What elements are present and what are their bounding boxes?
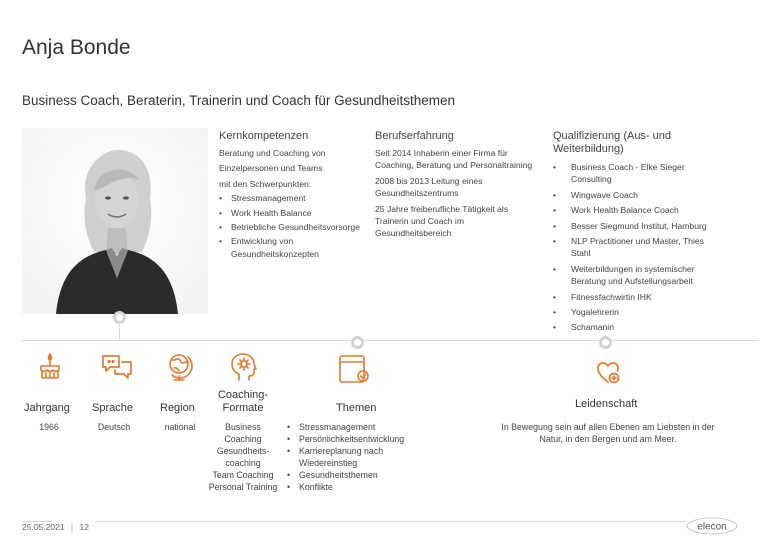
berufserfahrung-item: 25 Jahre freiberufliche Tätigkeit als Trainerin und Coach im Gesundheitsbereich: [375, 203, 509, 239]
leidenschaft-label: Leidenschaft: [575, 398, 638, 410]
list-item: • Wingwave Coach: [553, 189, 713, 201]
list-item: • Gesundheitsthemen: [287, 469, 427, 481]
formate-values: [208, 421, 278, 493]
page-title: Anja Bonde: [22, 36, 131, 59]
themen-label: Themen: [336, 402, 377, 414]
timeline-marker: [113, 311, 126, 324]
globe-icon: [166, 352, 194, 387]
qualifizierung-list: [553, 161, 713, 337]
timeline-marker: [351, 336, 364, 349]
timeline-connector: [119, 324, 120, 340]
themen-list: [287, 421, 427, 493]
footer-line: [95, 521, 685, 522]
list-item: • Work Health Balance: [219, 207, 369, 219]
kernkompetenzen-list: [219, 192, 369, 260]
region-label: Region: [160, 402, 195, 414]
svg-text:elecon: elecon: [697, 521, 727, 533]
document-check-icon: [336, 352, 378, 391]
footer-date-text: 25.05.2021: [22, 522, 65, 532]
formate-item: Business Coaching: [224, 422, 262, 444]
list-item: • Business Coach - Elke Sieger Consulting: [553, 161, 713, 186]
list-item: • Entwicklung von Gesundheitskonzepten: [219, 235, 347, 260]
kernkompetenzen-intro-line: Einzelpersonen und Teams: [219, 163, 323, 174]
region-value: national: [164, 422, 196, 432]
list-item: • Karriereplanung nach Wiedereinstieg: [287, 445, 427, 469]
portrait-photo: [22, 128, 208, 314]
company-logo: [686, 517, 738, 535]
sprache-label: Sprache: [92, 402, 133, 414]
kernkompetenzen-body: [219, 147, 369, 260]
list-item: • Betriebliche Gesundheitsvorsorge: [219, 221, 369, 233]
jahrgang-value: 1966: [39, 422, 59, 432]
kernkompetenzen-header: Kernkompetenzen: [219, 130, 309, 142]
berufserfahrung-body: [375, 147, 535, 240]
list-item: • Fitnessfachwirtin IHK: [553, 291, 713, 303]
footer-date: [22, 522, 89, 532]
footer-separator: |: [70, 522, 74, 532]
list-item: • Besser Siegmund Institut, Hamburg: [553, 220, 713, 232]
formate-item: Personal Training: [208, 482, 278, 492]
list-item: • Stressmanagement: [287, 421, 427, 433]
divider-line: [22, 340, 758, 341]
list-item: • Schamanin: [553, 321, 713, 333]
formate-item: Gesundheits-coaching: [216, 446, 270, 468]
head-gear-icon: [229, 352, 259, 387]
formate-item: Team Coaching: [212, 470, 274, 480]
list-item: • Stressmanagement: [219, 192, 369, 204]
heart-icon: [596, 361, 622, 390]
list-item: • Weiterbildungen in systemischer Beratung und Aufstellungsarbeit: [553, 263, 713, 288]
jahrgang-label: Jahrgang: [24, 402, 70, 414]
sprache-value: Deutsch: [97, 422, 131, 432]
list-item: • Konflikte: [287, 481, 427, 493]
timeline-marker: [599, 336, 612, 349]
list-item: • Persönlichkeitsentwicklung: [287, 433, 427, 445]
leidenschaft-value: In Bewegung sein auf allen Ebenen am Liebsten in der Natur, in den Bergen und am Meer.: [501, 422, 715, 444]
berufserfahrung-header: Berufserfahrung: [375, 130, 454, 142]
berufserfahrung-item: Seit 2014 Inhaberin einer Firma für Coaching, Beratung und Personaltraining: [375, 148, 533, 171]
list-item: • Yogalehrerin: [553, 306, 713, 318]
list-item: • NLP Practitioner und Master, Thies Stahl: [553, 235, 713, 260]
kernkompetenzen-intro-line: Beratung und Coaching von: [219, 148, 326, 158]
formate-label: Coaching-Formate: [217, 389, 269, 414]
page-subtitle: Business Coach, Beraterin, Trainerin und Coach für Gesundheitsthemen: [22, 93, 455, 108]
qualifizierung-header: Qualifizierung (Aus- und Weiterbildung): [553, 130, 672, 155]
speech-bubbles-icon: [101, 353, 133, 386]
birthday-cake-icon: [38, 352, 62, 385]
list-item: • Work Health Balance Coach: [553, 204, 713, 216]
berufserfahrung-item: 2008 bis 2013 Leitung eines Gesundheitszentrums: [375, 175, 483, 199]
kernkompetenzen-intro-line: mit den Schwerpunkten:: [219, 178, 312, 189]
page-number: 12: [79, 522, 89, 532]
